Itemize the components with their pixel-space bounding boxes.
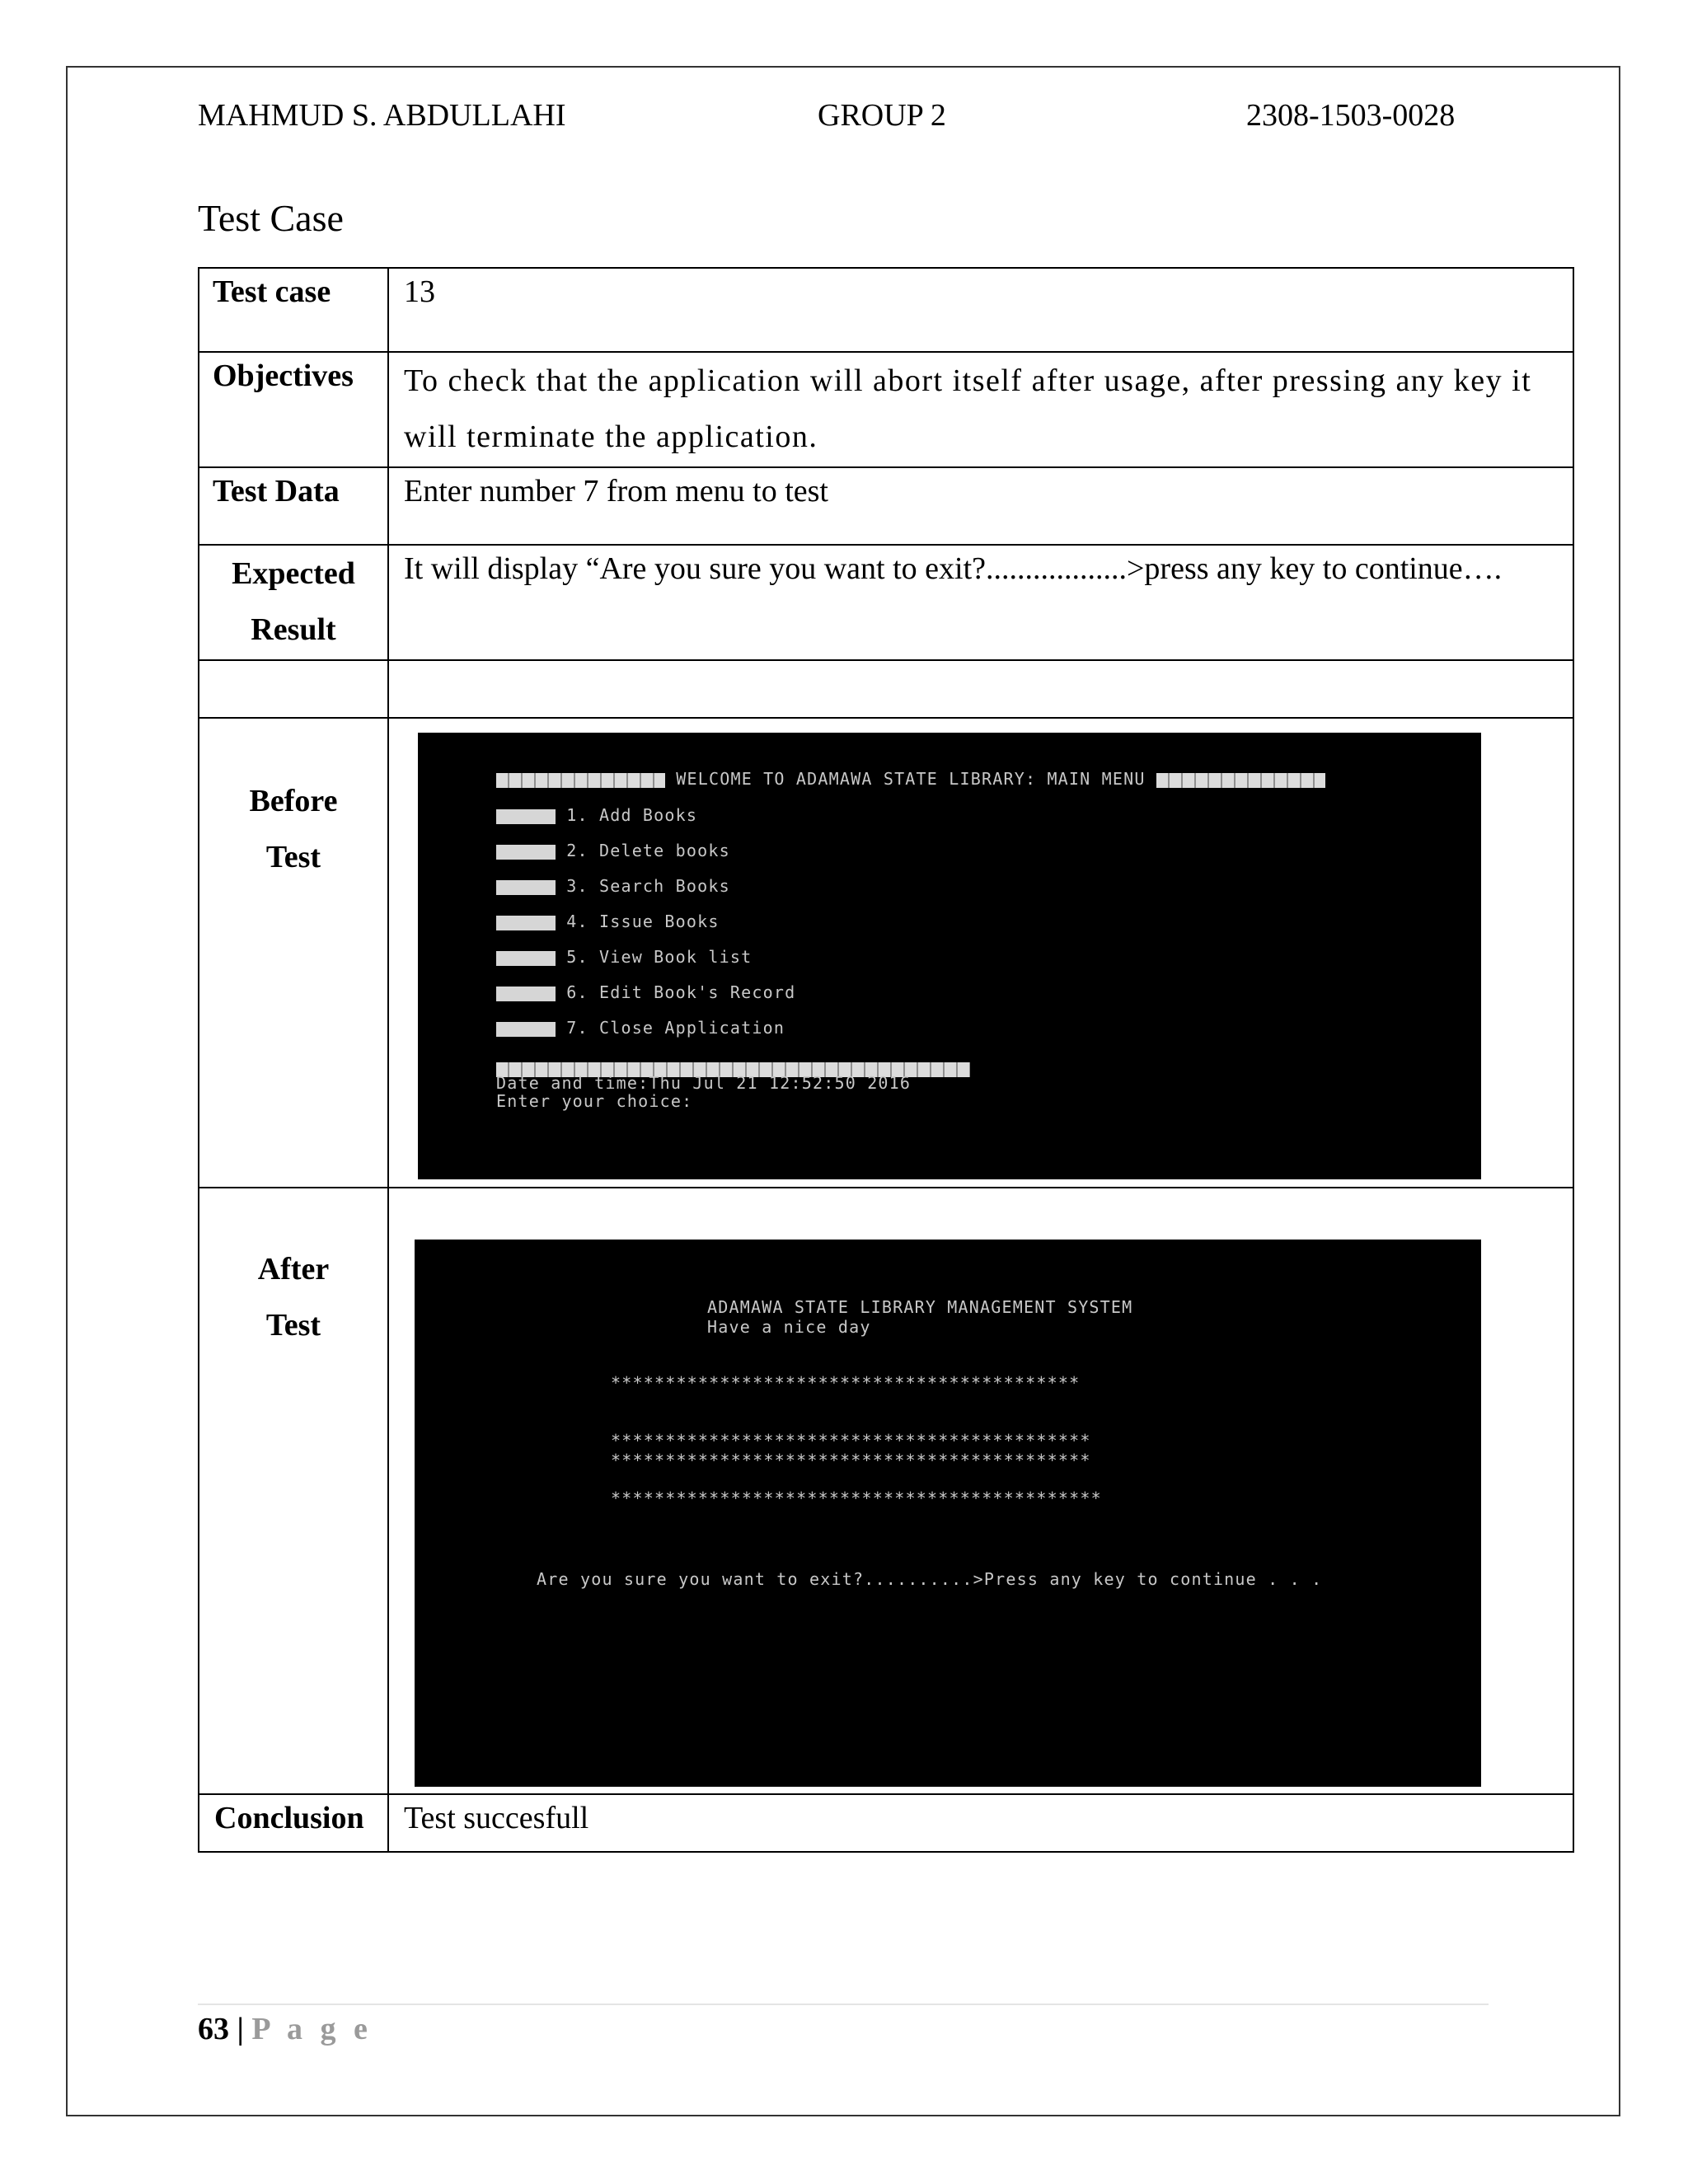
console-block [496, 987, 556, 1001]
console-title-line [496, 769, 1325, 789]
page-footer [198, 2011, 373, 2047]
conclusion-value: Test succesfull [404, 1801, 589, 1835]
console-block [496, 1022, 556, 1037]
console-stars: ******************************************** [611, 1451, 1091, 1470]
after-console-screenshot [415, 1240, 1481, 1787]
objectives-value: To check that the application will abort itself after usage, after pressing any key it will terminate the application. [404, 363, 1532, 454]
header-group: GROUP 2 [818, 98, 946, 133]
expected-value: It will display “Are you sure you want to exit?..................>press any key to continue…. [404, 551, 1503, 586]
console-menu-text: 3. Search Books [566, 876, 730, 896]
console-menu-text: 6. Edit Book's Record [566, 982, 796, 1002]
page-word: P a g e [251, 2012, 373, 2046]
footer-divider [198, 2004, 1489, 2005]
row-objectives [199, 352, 1573, 467]
console-block-bar [1156, 773, 1325, 788]
console-menu-item [496, 805, 697, 825]
header-student-id: 2308-1503-0028 [1246, 98, 1456, 133]
test-case-value: 13 [404, 274, 435, 309]
before-console-screenshot [418, 733, 1481, 1179]
after-label-line-2: Test [265, 1308, 321, 1343]
console-menu-item [496, 982, 795, 1002]
before-label [199, 719, 387, 885]
test-data-value: Enter number 7 from menu to test [404, 474, 828, 509]
row-empty [199, 660, 1573, 718]
label-cell [199, 1188, 388, 1794]
test-case-label: Test case [213, 274, 331, 309]
test-data-label: Test Data [213, 474, 340, 509]
page-separator: | [229, 2012, 252, 2046]
conclusion-label: Conclusion [214, 1801, 364, 1835]
section-title: Test Case [198, 197, 344, 239]
before-label-line-1: Before [249, 784, 338, 818]
before-label-line-2: Test [265, 840, 321, 874]
expected-label [199, 546, 387, 658]
console-block [496, 809, 556, 824]
label-cell [199, 352, 388, 467]
after-label [199, 1188, 387, 1353]
row-expected-result [199, 545, 1573, 660]
value-cell [388, 1794, 1573, 1852]
console-menu-item [496, 947, 752, 967]
console-block [496, 916, 556, 930]
console-menu-text: 1. Add Books [566, 805, 698, 825]
empty-cell [388, 660, 1573, 718]
console-menu-title: WELCOME TO ADAMAWA STATE LIBRARY: MAIN MENU [676, 769, 1146, 789]
value-cell [388, 352, 1573, 467]
page-number: 63 [198, 2012, 229, 2046]
console-menu-item [496, 876, 730, 896]
after-label-line-1: After [257, 1252, 330, 1286]
label-cell [199, 718, 388, 1188]
value-cell [388, 545, 1573, 660]
value-cell [388, 268, 1573, 352]
header-author-name: MAHMUD S. ABDULLAHI [198, 98, 566, 133]
console-block [496, 951, 556, 966]
console-datetime: Date and time:Thu Jul 21 12:52:50 2016 [496, 1073, 912, 1093]
console-menu-text: 7. Close Application [566, 1018, 785, 1038]
row-test-case [199, 268, 1573, 352]
console-block-bar [496, 773, 665, 788]
value-cell [388, 467, 1573, 545]
expected-label-line-2: Result [251, 612, 336, 647]
console-system-title: ADAMAWA STATE LIBRARY MANAGEMENT SYSTEM [707, 1297, 1133, 1317]
console-menu-text: 2. Delete books [566, 841, 730, 860]
console-block [496, 880, 556, 895]
console-block [496, 845, 556, 860]
console-stars: ******************************************** [611, 1431, 1091, 1451]
label-cell [199, 1794, 388, 1852]
row-conclusion [199, 1794, 1573, 1852]
console-exit-prompt: Are you sure you want to exit?..........>Press any key to continue . . . [537, 1569, 1323, 1589]
expected-label-line-1: Expected [232, 556, 355, 591]
label-cell [199, 545, 388, 660]
page-header [198, 97, 1467, 138]
console-menu-text: 5. View Book list [566, 947, 753, 967]
label-cell [199, 268, 388, 352]
console-menu-text: 4. Issue Books [566, 912, 720, 931]
objectives-label: Objectives [213, 359, 354, 393]
label-cell [199, 467, 388, 545]
console-stars: ********************************************* [611, 1488, 1102, 1508]
console-prompt: Enter your choice: [496, 1091, 693, 1111]
console-subtitle: Have a nice day [707, 1317, 871, 1337]
console-menu-item [496, 1018, 785, 1038]
console-menu-item [496, 841, 730, 860]
console-menu-item [496, 912, 720, 931]
empty-cell [199, 660, 388, 718]
row-test-data [199, 467, 1573, 545]
console-stars: ******************************************* [611, 1373, 1081, 1393]
